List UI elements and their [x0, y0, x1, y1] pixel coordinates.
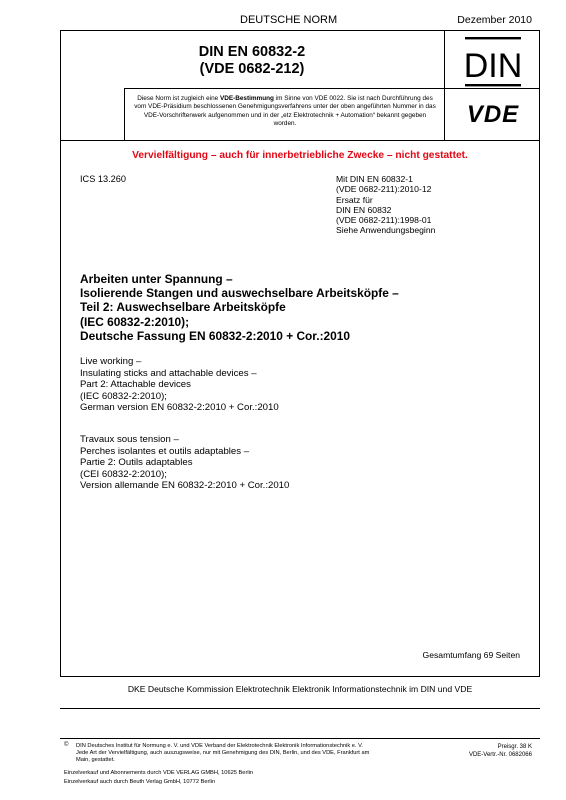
- dke-line: DKE Deutsche Kommission Elektrotechnik Elektronik Informationstechnik im DIN und VDE: [127, 684, 473, 694]
- din-logo-text: DIN: [463, 47, 523, 85]
- standard-number: DIN EN 60832-2: [198, 44, 306, 60]
- replacement-line: (VDE 0682-211):2010-12: [336, 184, 432, 195]
- vde-notice: [132, 95, 438, 128]
- sales-info-vde: Einzelverkauf und Abonnements durch VDE VERLAG GMBH, 10625 Berlin: [64, 770, 254, 776]
- frame-right-body: [539, 140, 540, 676]
- header-rule: [60, 30, 540, 31]
- notice-bottom-rule: [60, 140, 540, 141]
- vde-logo: [451, 95, 535, 133]
- title-german-line: Isolierende Stangen und auswechselbare Arbeitsköpfe –: [80, 286, 399, 301]
- price-group: Preisgr. 38 K: [497, 744, 532, 750]
- notice-left-rule: [124, 88, 125, 140]
- title-french-line: Version allemande EN 60832-2:2010 + Cor.:2010: [80, 480, 290, 492]
- replacement-line: Siehe Anwendungsbeginn: [336, 225, 436, 236]
- sales-info-beuth: Einzelverkauf auch durch Beuth Verlag GmbH, 10772 Berlin: [64, 779, 216, 785]
- vde-notice-part2: im Sinne von VDE 0022. Sie ist nach Durchführung des vom VDE-Präsidium beschlossenen Genehmigungsverfahrens unter der oben angeführten Nummer in das VDE-Vorschriftenwerk aufgenommen und in der „etz Elektrotechnik + Automation“ bekannt gegeben worden.: [134, 95, 436, 127]
- copyright-symbol: ©: [64, 742, 69, 748]
- title-english-line: Insulating sticks and attachable devices –: [80, 367, 257, 379]
- price-info: [469, 743, 532, 759]
- reproduction-warning: Vervielfältigung – auch für innerbetriebliche Zwecke – nicht gestattet.: [132, 150, 468, 161]
- replacement-info: [336, 174, 435, 236]
- body-bottom-rule: [60, 676, 540, 677]
- title-german: [80, 272, 520, 343]
- footer-top-rule: [60, 738, 540, 739]
- title-german-line: (IEC 60832-2:2010);: [80, 314, 190, 329]
- vde-order-number: VDE-Vertr.-Nr. 0682066: [468, 752, 532, 758]
- replacement-line: Ersatz für: [336, 194, 373, 205]
- title-german-line: Arbeiten unter Spannung –: [80, 272, 233, 286]
- title-english-line: (IEC 60832-2:2010);: [80, 390, 167, 402]
- replacement-line: (VDE 0682-211):1998-01: [336, 215, 432, 226]
- document-type: DEUTSCHE NORM: [240, 14, 338, 26]
- total-pages: Gesamtumfang 69 Seiten: [422, 650, 520, 660]
- frame-left-body: [60, 140, 61, 676]
- logo-column-divider: [444, 30, 445, 140]
- frame-right-top: [539, 30, 540, 140]
- vde-notice-bold: VDE-Bestimmung: [219, 95, 274, 102]
- title-french: [80, 434, 520, 492]
- title-french-line: Travaux sous tension –: [80, 434, 179, 445]
- vde-classification: (VDE 0682-212): [199, 61, 305, 77]
- dke-bottom-rule: [60, 708, 540, 709]
- title-english-line: German version EN 60832-2:2010 + Cor.:2010: [80, 402, 279, 414]
- frame-left-top: [60, 30, 61, 140]
- replacement-line: DIN EN 60832: [336, 204, 392, 215]
- replacement-line: Mit DIN EN 60832-1: [336, 174, 413, 184]
- title-french-line: Perches isolantes et outils adaptables –: [80, 445, 250, 457]
- ics-code: ICS 13.260: [80, 174, 126, 184]
- vde-notice-part1: Diese Norm ist zugleich eine: [137, 95, 220, 102]
- title-english-line: Live working –: [80, 356, 142, 367]
- copyright-text: DIN Deutsches Institut für Normung e. V. und VDE Verband der Elektrotechnik Elektronik Informationstechnik e. V. Jede Art der Vervielfältigung, auch auszugsweise, nur mit Genehmigung des DIN, Berlin, und des VDE, Frankfurt am Main, gestattet.: [76, 743, 370, 763]
- vde-logo-text: VDE: [466, 101, 520, 128]
- title-english: [80, 356, 520, 414]
- title-english-line: Part 2: Attachable devices: [80, 379, 191, 391]
- title-german-line: Deutsche Fassung EN 60832-2:2010 + Cor.:2010: [80, 328, 350, 343]
- title-german-line: Teil 2: Auswechselbare Arbeitsköpfe: [80, 300, 286, 315]
- title-french-line: (CEI 60832-2:2010);: [80, 468, 167, 480]
- din-logo: [451, 34, 535, 90]
- title-french-line: Partie 2: Outils adaptables: [80, 457, 193, 469]
- publication-date: Dezember 2010: [457, 14, 532, 26]
